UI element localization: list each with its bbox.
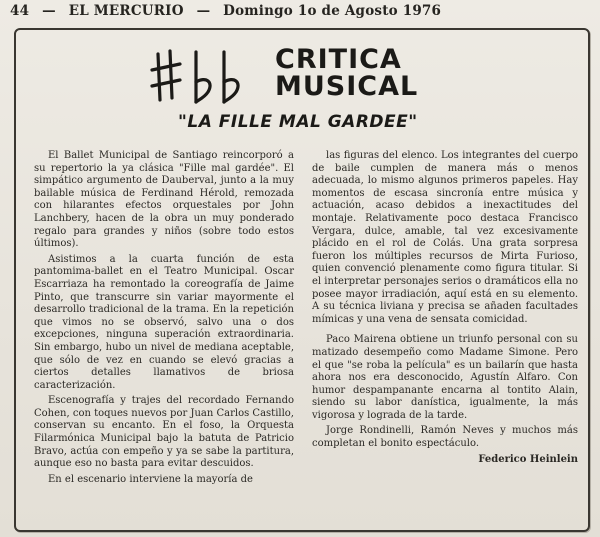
article-paragraph: En el escenario interviene la mayoría de	[48, 473, 253, 485]
header-dash: —	[42, 3, 56, 19]
article-paragraph: Asistimos a la cuarta función de esta pantomima-ballet en el Teatro Municipal. Oscar Escarriaza ha remontado la coreografía de Jaime Pinto, que transcurre sin variar mayormente el desarrollo tradicional de la trama. En la repetición que vimos no se observó, salvo una o dos excepciones, ninguna superación extraordinaria. Sin embargo, hubo un nivel de mediana aceptable, que sólo de vez en cuando se elevó gracias a ciertos detalles llamativos de briosa caracterización.	[34, 253, 294, 391]
article-column-right	[312, 150, 578, 466]
title-line: CRITICA	[275, 44, 402, 75]
article-column-left	[34, 150, 294, 489]
newspaper-name: EL MERCURIO	[68, 3, 184, 19]
page-number: 44	[10, 3, 30, 19]
author-signature: Federico Heinlein	[478, 453, 578, 465]
article-title	[275, 46, 495, 100]
publication-date: Domingo 1o de Agosto 1976	[223, 3, 442, 19]
article-paragraph: El Ballet Municipal de Santiago reincorporó a su repertorio la ya clásica "Fille mal gardée". El simpático argumento de Dauberval, junto a la muy bailable música de Ferdinand Hérold, remozada con hilarantes efectos orquestales por John Lanchbery, hacen de la obra un muy ponderado regalo para grandes y niños (sobre todo estos últimos).	[34, 150, 294, 250]
article-paragraph: las figuras del elenco. Los integrantes del cuerpo de baile cumplen de manera más o menos adecuada, lo mismo algunos primeros papeles. Hay momentos de escasa sincronía entre música y actuación, acaso debidos a inexactitudes del montaje. Relativamente poco destaca Francisco Vergara, dulce, amable, tal vez excesivamente plácido en el rol de Colás. Una grata sorpresa fueron los múltiples recursos de Mirta Furioso, quien convenció plenamente como figura titular. Si el interpretar personajes serios o dramáticos ella no posee mayor irradiación, aquí está en su elemento. A su técnica liviana y precisa se añaden facultades mímicas y una vena de sensata comicidad.	[312, 150, 578, 325]
music-symbols-icon	[150, 48, 270, 110]
article-paragraph: Escenografía y trajes del recordado Fernando Cohen, con toques nuevos por Juan Carlos Castillo, conservan su encanto. En el foso, la Orquesta Filarmónica Municipal bajo la batuta de Patricio Bravo, actúa con empeño y ya se sabe la partitura, aunque eso no basta para evitar descuidos.	[34, 395, 294, 470]
article-subtitle: "LA FILLE MAL GARDEE"	[178, 112, 418, 132]
newspaper-header	[10, 3, 590, 25]
article-paragraph: Jorge Rondinelli, Ramón Neves y muchos más completan el bonito espectáculo.	[312, 425, 578, 450]
title-line: MUSICAL	[275, 71, 419, 102]
article-paragraph: Paco Mairena obtiene un triunfo personal con su matizado desempeño como Madame Simone. Pero el que "se roba la película" es un bailarín que hasta ahora nos era desconocido, Agustín Alfaro. Con humor despampanante encarna al tontito Alain, siendo su labor danística, igualmente, la más vigorosa y lograda de la tarde.	[312, 334, 578, 421]
header-dash: —	[196, 3, 211, 19]
